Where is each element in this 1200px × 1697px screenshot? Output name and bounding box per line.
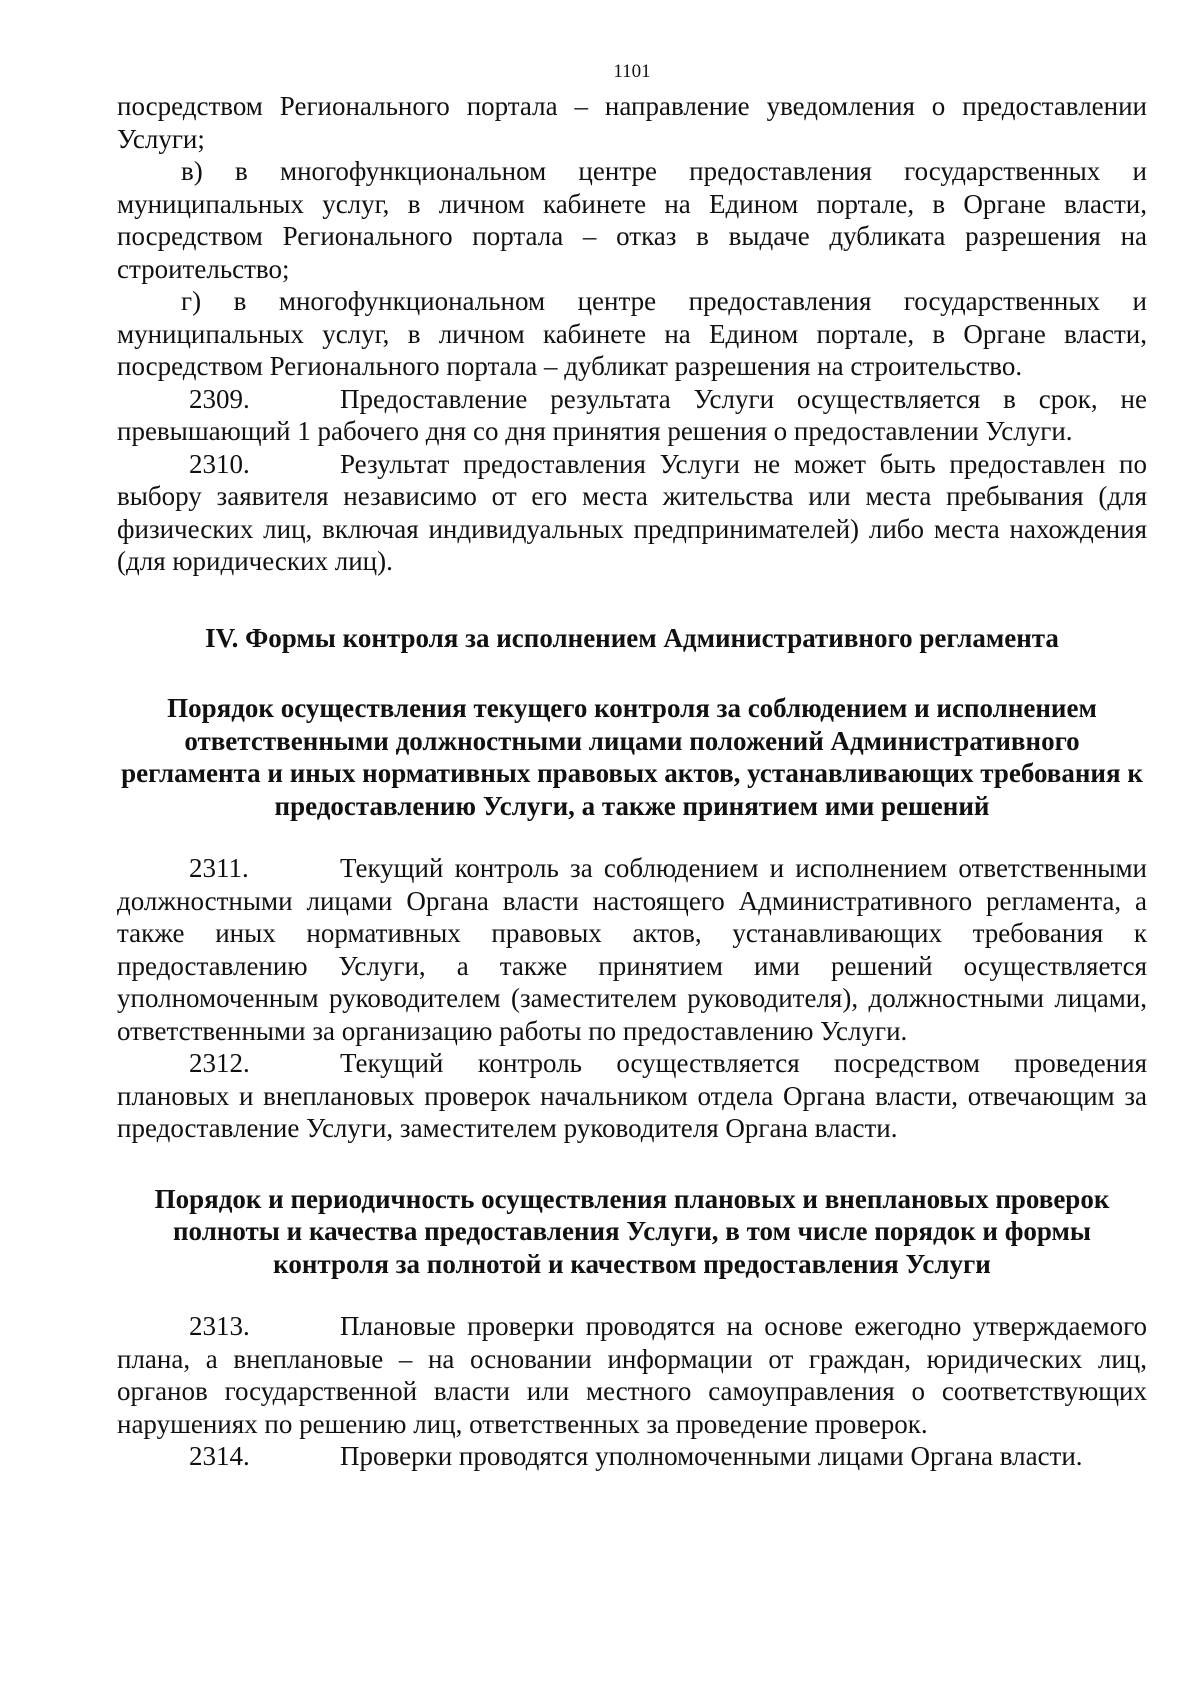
list-item-g: г) в многофункциональном центре предоставления государственных и муниципальных услуг, в личном кабинете на Едином портале, в Органе власти, посредством Регионального портала – дубликат разрешения на строительство. [117,286,1147,381]
paragraph-2310 [117,448,1147,578]
paragraph-2314 [117,1440,1147,1473]
paragraph-text: Текущий контроль за соблюдением и исполнением ответственными должностными лицами Органа власти настоящего Административного регламента, а также иных нормативных правовых актов, устанавливающих требования к предоставлению Услуги, а также принятием ими решений осуществляется уполномоченным руководителем (заместителем руководителя), должностными лицами, ответственными за организацию работы по предоставлению Услуги. [117,853,1147,1046]
paragraph-2309 [117,383,1147,448]
paragraph-number: 2313. [189,1311,250,1341]
paragraph-2312 [117,1047,1147,1145]
document-page [117,60,1147,1473]
paragraph-text: Результат предоставления Услуги не может быть предоставлен по выбору заявителя независимо от его места жительства или места пребывания (для физических лиц, включая индивидуальных предпринимателей) либо места нахождения (для юридических лиц). [117,448,1147,576]
paragraph-2313 [117,1310,1147,1440]
section-heading-iv: IV. Формы контроля за исполнением Административного регламента [205,622,1059,653]
page-number: 1101 [613,61,651,82]
subsection-heading-current-control: Порядок осуществления текущего контроля за соблюдением и исполнением ответственными должностными лицами положений Административного регламента и иных нормативных правовых актов, устанавливающих требования к предоставлению Услуги, а также принятием ими решений [121,693,1143,821]
paragraph-number: 2309. [189,383,250,414]
paragraph-text: Плановые проверки проводятся на основе ежегодно утверждаемого плана, а внеплановые – на основании информации от граждан, юридических лиц, органов государственной власти или местного самоуправления о соответствующих нарушениях по решению лиц, ответственных за проведение проверок. [117,1311,1147,1439]
paragraph-number: 2312. [189,1048,250,1078]
paragraph-number: 2314. [189,1441,250,1471]
paragraph-text: Проверки проводятся уполномоченными лицами Органа власти. [340,1441,1083,1471]
paragraph-text: Предоставление результата Услуги осуществляется в срок, не превышающий 1 рабочего дня со дня принятия решения о предоставлении Услуги. [117,383,1147,446]
paragraph-number: 2311. [189,853,249,883]
paragraph-text: Текущий контроль осуществляется посредством проведения плановых и внеплановых проверок начальником отдела Органа власти, отвечающим за предоставление Услуги, заместителем руководителя Органа власти. [117,1048,1147,1143]
subsection-heading-inspections: Порядок и периодичность осуществления плановых и внеплановых проверок полноты и качества предоставления Услуги, в том числе порядок и формы контроля за полнотой и качеством предоставления Услуги [154,1183,1110,1279]
paragraph-number: 2310. [189,448,250,479]
paragraph-continuation: посредством Регионального портала – направление уведомления о предоставлении Услуги; [117,91,1147,154]
paragraph-2311 [117,852,1147,1047]
list-item-v: в) в многофункциональном центре предоставления государственных и муниципальных услуг, в личном кабинете на Едином портале, в Органе власти, посредством Регионального портала – отказ в выдаче дубликата разрешения на строительство; [117,156,1147,284]
